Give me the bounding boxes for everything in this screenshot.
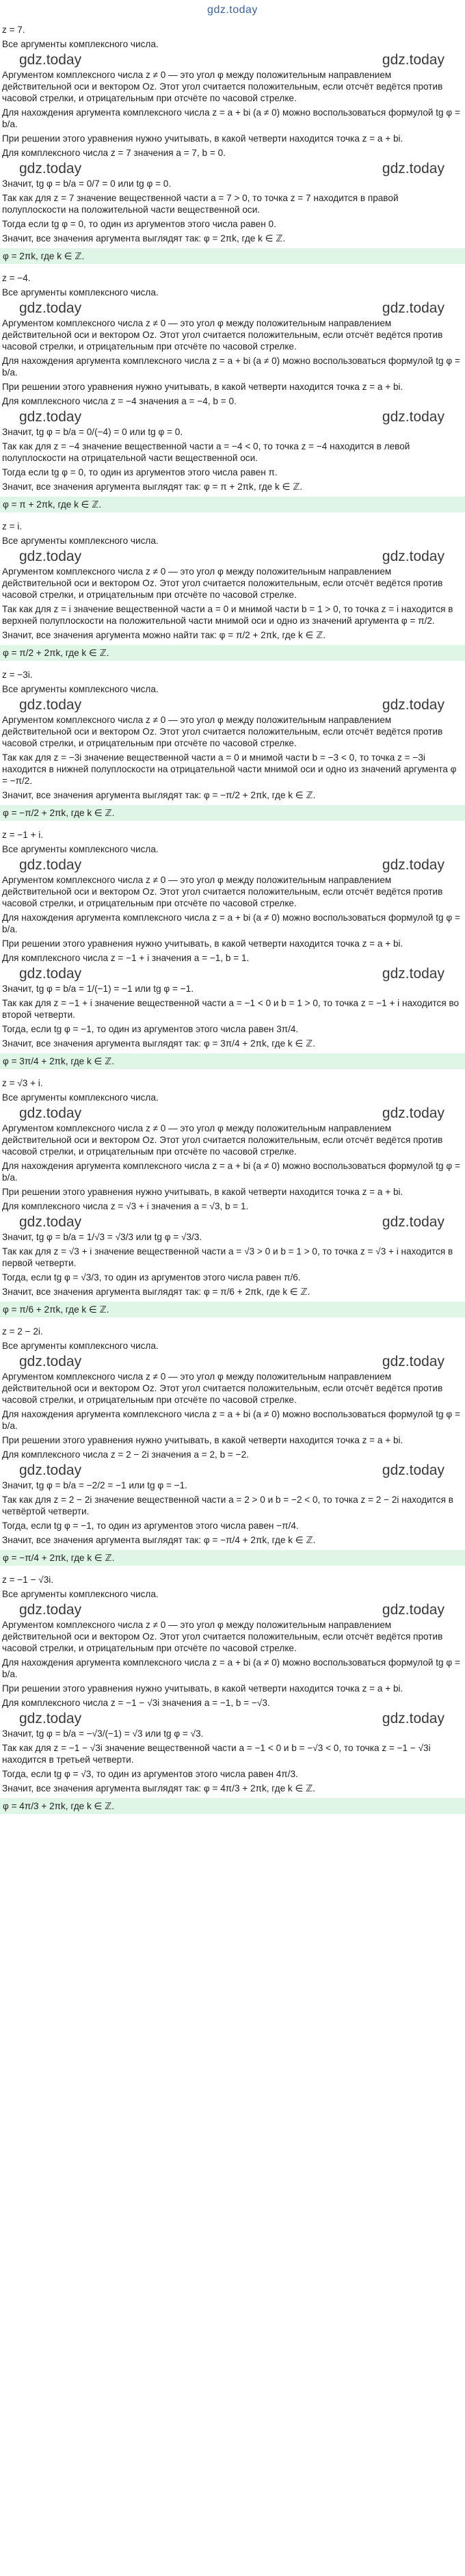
solution-line: Значит, все значения аргумента выглядят так: φ = 3π/4 + 2πk, где k ∈ ℤ.	[2, 1038, 316, 1049]
solution-line: Аргументом комплексного числа z ≠ 0 — это угол φ между положительным направлением действительной оси и вектором Oz. Этот угол считается положительным, если отсчёт ведётся против часовой стрелки, и отрицательным при отсчёте по часовой стрелке.	[2, 1620, 443, 1653]
solution-line: Значит, все значения аргумента выглядят так: φ = 4π/3 + 2πk, где k ∈ ℤ.	[2, 1783, 316, 1793]
solution-line: Все аргументы комплексного числа.	[2, 287, 159, 298]
problem-statement: z = −3i.	[2, 670, 33, 680]
solution-line: Все аргументы комплексного числа.	[2, 1092, 159, 1103]
solution-section	[2, 21, 462, 269]
solution-line: Так как для z = i значение вещественной части a = 0 и мнимой части b = 1 > 0, то точка z = i находится в верхней полуплоскости на положительной части мнимой оси и одно из значений аргумента φ = π/2.	[2, 604, 453, 626]
solution-line: Так как для z = 2 − 2i значение вещественной части a = 2 > 0 и b = −2 < 0, то точка z = 2 − 2i находится в четвёртой четверти.	[2, 1495, 453, 1516]
watermark: gdz.today	[19, 1214, 82, 1230]
watermark-row	[2, 856, 462, 873]
watermark: gdz.today	[382, 697, 444, 713]
watermark: gdz.today	[19, 857, 82, 873]
answer-text: φ = −π/4 + 2πk, где k ∈ ℤ.	[3, 1553, 115, 1563]
watermark: gdz.today	[19, 409, 82, 425]
solution-line: Для нахождения аргумента комплексного числа z = a + bi (a ≠ 0) можно воспользоваться формулой tg φ = b/a.	[2, 1657, 460, 1679]
solution-line: Так как для z = −3i значение вещественной части a = 0 и мнимой части b = −3 < 0, то точка z = −3i находится в нижней полуплоскости на отрицательной части мнимой оси и одно из значений аргумента φ = −π/2.	[2, 752, 457, 786]
answer-box	[0, 497, 465, 512]
solution-line: Тогда, если tg φ = √3/3, то один из аргументов этого числа равен π/6.	[2, 1272, 301, 1283]
problem-statement: z = 2 − 2i.	[2, 1326, 43, 1337]
solution-line: Аргументом комплексного числа z ≠ 0 — это угол φ между положительным направлением действительной оси и вектором Oz. Этот угол считается положительным, если отсчёт ведётся против часовой стрелки, и отрицательным при отсчёте по часовой стрелке.	[2, 566, 443, 600]
watermark: gdz.today	[382, 1602, 444, 1618]
solution-line: При решении этого уравнения нужно учитывать, в какой четверти находится точка z = a + bi.	[2, 133, 403, 144]
answer-box	[0, 1302, 465, 1317]
problem-statement: z = 7.	[2, 25, 25, 35]
solution-line: Тогда, если tg φ = −1, то один из аргументов этого числа равен −π/4.	[2, 1521, 299, 1531]
answer-box	[0, 1053, 465, 1069]
watermark: gdz.today	[19, 52, 82, 68]
watermark: gdz.today	[382, 1105, 444, 1121]
solution-line: Так как для z = −4 значение вещественной части a = −4 < 0, то точка z = −4 находится в левой полуплоскости на отрицательной части вещественной оси.	[2, 441, 410, 463]
watermark: gdz.today	[19, 966, 82, 982]
header	[0, 0, 465, 21]
solution-line: Для комплексного числа z = −1 + i значения a = −1, b = 1.	[2, 953, 250, 963]
answer-text: φ = 2πk, где k ∈ ℤ.	[3, 251, 85, 261]
watermark-row	[2, 1601, 462, 1618]
watermark-row	[2, 1213, 462, 1230]
problem-statement: z = i.	[2, 521, 23, 531]
watermark-row	[2, 548, 462, 564]
solution-section	[2, 1570, 462, 1819]
answer-box	[0, 1550, 465, 1566]
watermark: gdz.today	[382, 300, 444, 316]
watermark: gdz.today	[19, 300, 82, 316]
problem-statement: z = −1 + i.	[2, 830, 44, 840]
watermark-row	[2, 51, 462, 68]
watermark: gdz.today	[382, 857, 444, 873]
solution-line: Для комплексного числа z = √3 + i значения a = √3, b = 1.	[2, 1201, 249, 1211]
solution-section	[2, 826, 462, 1074]
watermark-row	[2, 1710, 462, 1726]
watermark: gdz.today	[382, 1711, 444, 1726]
solution-line: Для нахождения аргумента комплексного числа z = a + bi (a ≠ 0) можно воспользоваться формулой tg φ = b/a.	[2, 356, 460, 378]
solution-line: Все аргументы комплексного числа.	[2, 1341, 159, 1351]
watermark: gdz.today	[19, 1462, 82, 1478]
watermark-row	[2, 1462, 462, 1478]
solution-line: Тогда если tg φ = 0, то один из аргументов этого числа равен 0.	[2, 219, 276, 229]
solution-line: Для комплексного числа z = −4 значения a = −4, b = 0.	[2, 396, 237, 406]
watermark: gdz.today	[382, 52, 444, 68]
problem-statement: z = −1 − √3i.	[2, 1575, 54, 1585]
answer-box	[0, 1798, 465, 1814]
solution-line: Аргументом комплексного числа z ≠ 0 — это угол φ между положительным направлением действительной оси и вектором Oz. Этот угол считается положительным, если отсчёт ведётся против часовой стрелки, и отрицательным при отсчёте по часовой стрелке.	[2, 70, 443, 103]
solution-line: Для нахождения аргумента комплексного числа z = a + bi (a ≠ 0) можно воспользоваться формулой tg φ = b/a.	[2, 107, 460, 129]
solution-line: Для комплексного числа z = 2 − 2i значения a = 2, b = −2.	[2, 1449, 249, 1460]
solution-line: Для нахождения аргумента комплексного числа z = a + bi (a ≠ 0) можно воспользоваться формулой tg φ = b/a.	[2, 912, 460, 934]
answer-text: φ = 3π/4 + 2πk, где k ∈ ℤ.	[3, 1056, 115, 1066]
solution-line: Так как для z = −1 + i значение вещественной части a = −1 < 0 и b = 1 > 0, то точка z = −1 + i находится во второй четверти.	[2, 998, 460, 1020]
watermark-row	[2, 965, 462, 982]
solution-section	[2, 517, 462, 666]
answer-box	[0, 248, 465, 264]
solution-line: Значит, все значения аргумента можно найти так: φ = π/2 + 2πk, где k ∈ ℤ.	[2, 630, 326, 640]
watermark: gdz.today	[19, 1105, 82, 1121]
solution-line: Значит, все значения аргумента выглядят так: φ = π/6 + 2πk, где k ∈ ℤ.	[2, 1287, 310, 1297]
solution-line: Значит, все значения аргумента выглядят так: φ = π + 2πk, где k ∈ ℤ.	[2, 482, 303, 492]
solution-line: Все аргументы комплексного числа.	[2, 844, 159, 854]
solution-line: Аргументом комплексного числа z ≠ 0 — это угол φ между положительным направлением действительной оси и вектором Oz. Этот угол считается положительным, если отсчёт ведётся против часовой стрелки, и отрицательным при отсчёте по часовой стрелке.	[2, 875, 443, 908]
solution-line: Все аргументы комплексного числа.	[2, 536, 159, 546]
watermark-row	[2, 300, 462, 316]
solution-line: Для комплексного числа z = −1 − √3i значения a = −1, b = −√3.	[2, 1698, 270, 1708]
watermark: gdz.today	[19, 1354, 82, 1369]
solution-line: Значит, tg φ = b/a = 0/7 = 0 или tg φ = 0.	[2, 179, 172, 189]
solution-line: Все аргументы комплексного числа.	[2, 684, 159, 694]
problem-statement: z = −4.	[2, 273, 31, 283]
solution-line: Для нахождения аргумента комплексного числа z = a + bi (a ≠ 0) можно воспользоваться формулой tg φ = b/a.	[2, 1409, 460, 1431]
solution-line: Тогда если tg φ = 0, то один из аргументов этого числа равен π.	[2, 467, 278, 477]
solution-line: Значит, все значения аргумента выглядят так: φ = −π/2 + 2πk, где k ∈ ℤ.	[2, 790, 316, 800]
problem-statement: z = √3 + i.	[2, 1078, 43, 1088]
watermark: gdz.today	[19, 161, 82, 176]
solution-section	[2, 1074, 462, 1322]
watermark: gdz.today	[19, 549, 82, 564]
watermark-row	[2, 1105, 462, 1121]
answer-box	[0, 645, 465, 661]
solution-line: Аргументом комплексного числа z ≠ 0 — это угол φ между положительным направлением действительной оси и вектором Oz. Этот угол считается положительным, если отсчёт ведётся против часовой стрелки, и отрицательным при отсчёте по часовой стрелке.	[2, 1123, 443, 1157]
watermark: gdz.today	[19, 1711, 82, 1726]
solution-line: Значит, tg φ = b/a = −2/2 = −1 или tg φ = −1.	[2, 1480, 187, 1490]
watermark: gdz.today	[382, 1354, 444, 1369]
solution-line: При решении этого уравнения нужно учитывать, в какой четверти находится точка z = a + bi.	[2, 938, 403, 949]
answer-text: φ = π + 2πk, где k ∈ ℤ.	[3, 499, 102, 510]
watermark: gdz.today	[382, 161, 444, 176]
watermark-row	[2, 408, 462, 425]
solution-line: Значит, все значения аргумента выглядят так: φ = 2πk, где k ∈ ℤ.	[2, 233, 286, 244]
watermark: gdz.today	[382, 1214, 444, 1230]
watermark: gdz.today	[19, 1602, 82, 1618]
solution-line: Тогда, если tg φ = √3, то один из аргументов этого числа равен 4π/3.	[2, 1769, 298, 1779]
solution-line: Значит, tg φ = b/a = −√3/(−1) = √3 или tg φ = √3.	[2, 1729, 204, 1739]
watermark: gdz.today	[382, 1462, 444, 1478]
solution-line: Все аргументы комплексного числа.	[2, 39, 159, 49]
answer-text: φ = π/2 + 2πk, где k ∈ ℤ.	[3, 648, 109, 658]
solution-line: Так как для z = 7 значение вещественной части a = 7 > 0, то точка z = 7 находится в правой полуплоскости на положительной части вещественной оси.	[2, 193, 399, 215]
watermark: gdz.today	[382, 409, 444, 425]
solution-line: Все аргументы комплексного числа.	[2, 1589, 159, 1599]
solution-line: При решении этого уравнения нужно учитывать, в какой четверти находится точка z = a + bi.	[2, 1435, 403, 1445]
solution-line: Тогда, если tg φ = −1, то один из аргументов этого числа равен 3π/4.	[2, 1024, 299, 1034]
watermark: gdz.today	[382, 966, 444, 982]
watermark: gdz.today	[382, 549, 444, 564]
solution-line: Аргументом комплексного числа z ≠ 0 — это угол φ между положительным направлением действительной оси и вектором Oz. Этот угол считается положительным, если отсчёт ведётся против часовой стрелки, и отрицательным при отсчёте по часовой стрелке.	[2, 318, 443, 352]
answer-text: φ = π/6 + 2πk, где k ∈ ℤ.	[3, 1304, 109, 1315]
solution-line: Аргументом комплексного числа z ≠ 0 — это угол φ между положительным направлением действительной оси и вектором Oz. Этот угол считается положительным, если отсчёт ведётся против часовой стрелки, и отрицательным при отсчёте по часовой стрелке.	[2, 715, 443, 748]
solution-line: При решении этого уравнения нужно учитывать, в какой четверти находится точка z = a + bi.	[2, 382, 403, 392]
solution-line: Так как для z = −1 − √3i значение вещественной части a = −1 < 0 и b = −√3 < 0, то точка z = −1 − √3i находится в третьей четверти.	[2, 1743, 431, 1765]
answer-box	[0, 805, 465, 821]
solution-line: Значит, tg φ = b/a = 1/√3 = √3/3 или tg φ = √3/3.	[2, 1232, 202, 1242]
watermark-row	[2, 160, 462, 176]
answer-text: φ = 4π/3 + 2πk, где k ∈ ℤ.	[3, 1801, 115, 1811]
answer-text: φ = −π/2 + 2πk, где k ∈ ℤ.	[3, 808, 115, 818]
solution-content	[0, 21, 465, 1819]
solution-section	[2, 1322, 462, 1570]
solution-line: Для нахождения аргумента комплексного числа z = a + bi (a ≠ 0) можно воспользоваться формулой tg φ = b/a.	[2, 1161, 460, 1183]
solution-line: Значит, tg φ = b/a = 0/(−4) = 0 или tg φ = 0.	[2, 427, 183, 437]
brand-logo[interactable]: gdz.today	[207, 4, 258, 16]
solution-line: Значит, tg φ = b/a = 1/(−1) = −1 или tg φ = −1.	[2, 984, 194, 994]
solution-section	[2, 666, 462, 826]
solution-line: Так как для z = √3 + i значение вещественной части a = √3 > 0 и b = 1 > 0, то точка z = √3 + i находится в первой четверти.	[2, 1246, 453, 1268]
watermark: gdz.today	[19, 697, 82, 713]
solution-line: Аргументом комплексного числа z ≠ 0 — это угол φ между положительным направлением действительной оси и вектором Oz. Этот угол считается положительным, если отсчёт ведётся против часовой стрелки, и отрицательным при отсчёте по часовой стрелке.	[2, 1371, 443, 1405]
solution-section	[2, 269, 462, 517]
solution-line: При решении этого уравнения нужно учитывать, в какой четверти находится точка z = a + bi.	[2, 1187, 403, 1197]
watermark-row	[2, 696, 462, 713]
solution-line: Для комплексного числа z = 7 значения a = 7, b = 0.	[2, 148, 226, 158]
solution-line: Значит, все значения аргумента выглядят так: φ = −π/4 + 2πk, где k ∈ ℤ.	[2, 1535, 316, 1545]
solution-line: При решении этого уравнения нужно учитывать, в какой четверти находится точка z = a + bi.	[2, 1683, 403, 1694]
watermark-row	[2, 1353, 462, 1369]
